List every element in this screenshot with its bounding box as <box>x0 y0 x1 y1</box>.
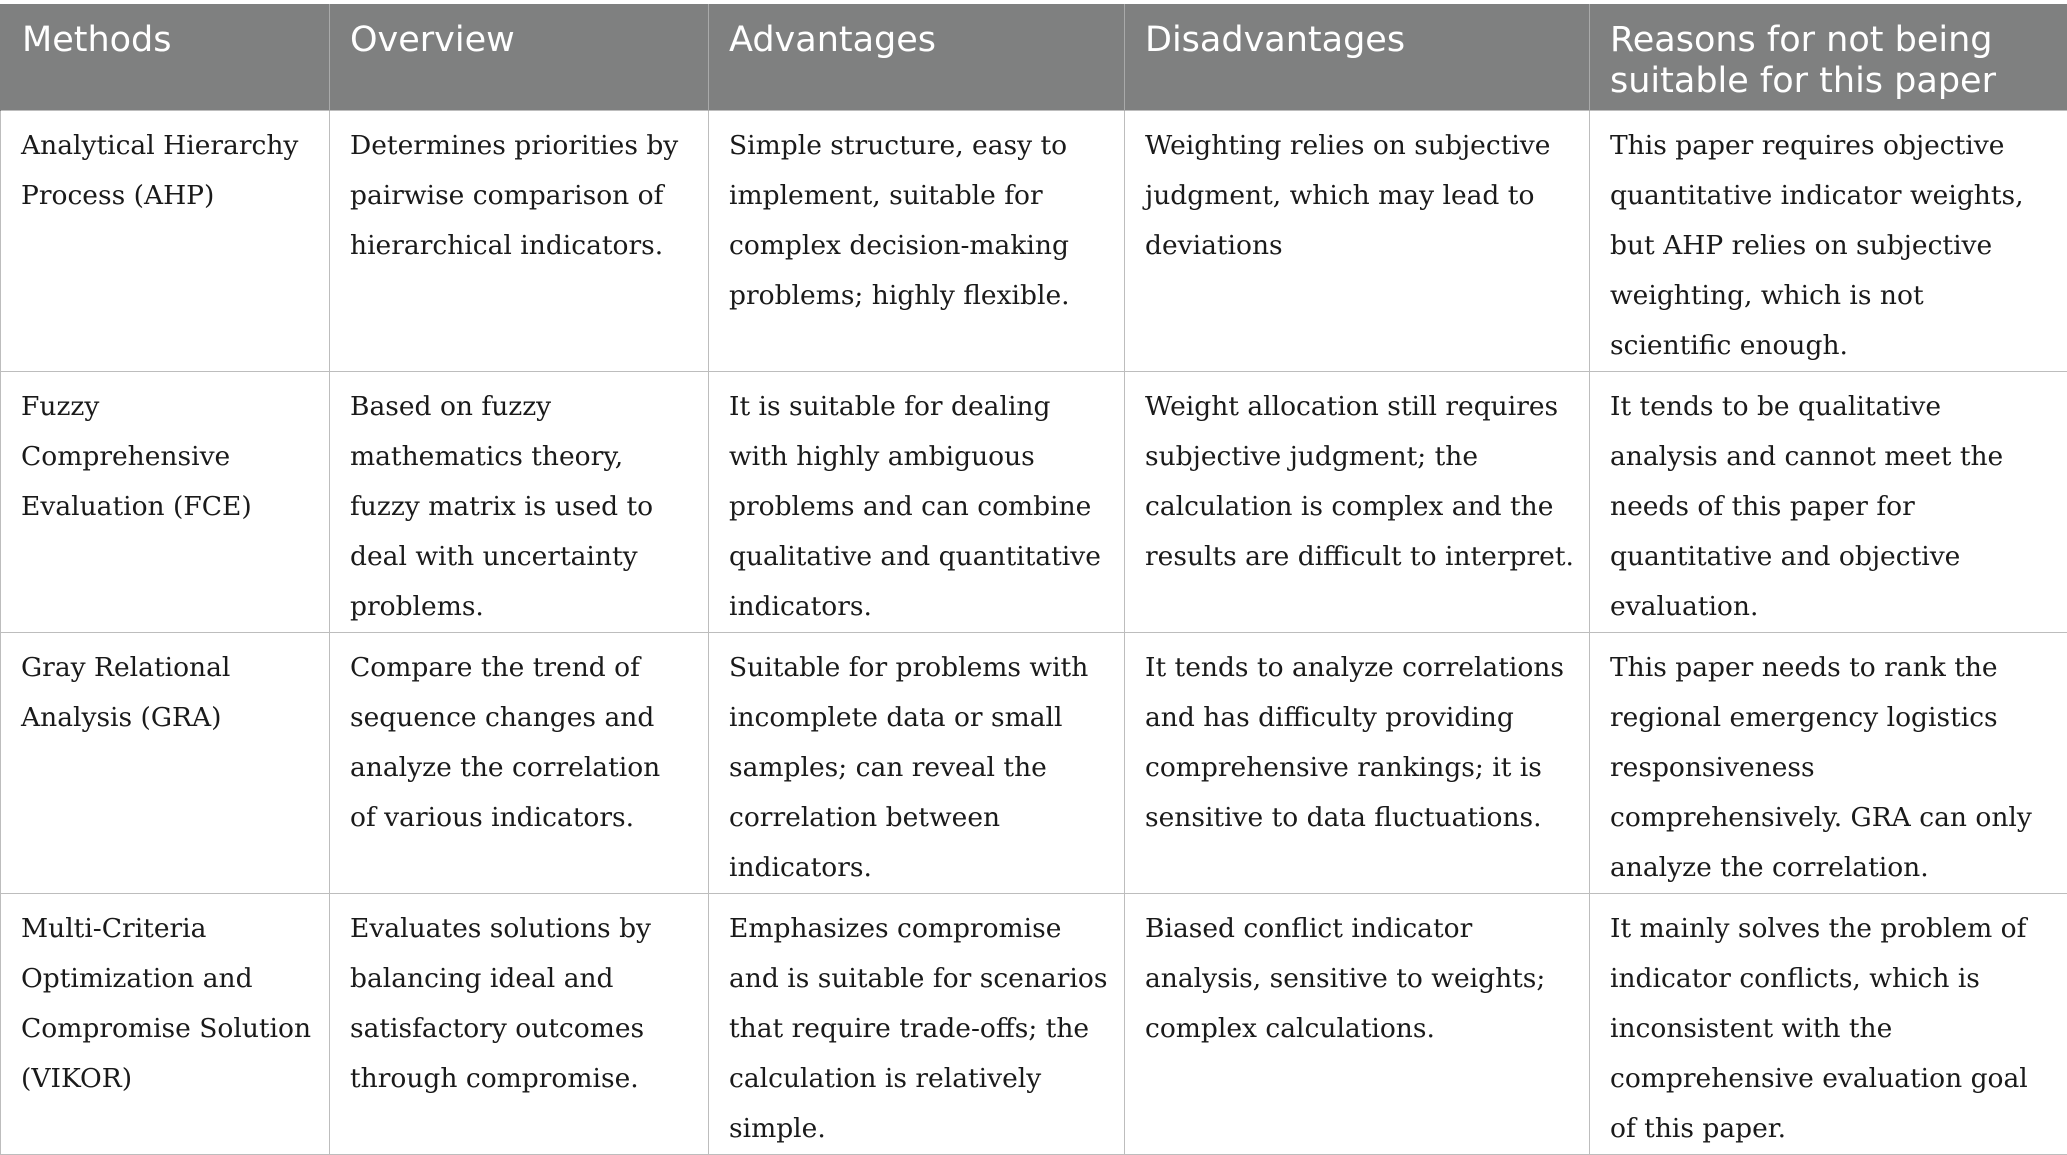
cell-disadvantages: Biased conflict indicator analysis, sensitive to weights; complex calculations. <box>1125 894 1590 1155</box>
cell-reasons: It mainly solves the problem of indicator conflicts, which is inconsistent with the comprehensive evaluation goal of this paper. <box>1590 894 2067 1155</box>
header-overview: Overview <box>330 4 709 111</box>
table-row <box>1 372 2067 633</box>
table-body <box>1 111 2067 1155</box>
table-row <box>1 633 2067 894</box>
header-row <box>1 4 2067 111</box>
cell-reasons: This paper needs to rank the regional emergency logistics responsiveness comprehensively. GRA can only analyze the correlation. <box>1590 633 2067 894</box>
header-reasons: Reasons for not being suitable for this paper <box>1590 4 2067 111</box>
cell-disadvantages: Weight allocation still requires subjective judgment; the calculation is complex and the results are difficult to interpret. <box>1125 372 1590 633</box>
cell-overview: Compare the trend of sequence changes and analyze the correlation of various indicators. <box>330 633 709 894</box>
header-methods: Methods <box>1 4 330 111</box>
cell-advantages: Suitable for problems with incomplete data or small samples; can reveal the correlation between indicators. <box>709 633 1125 894</box>
cell-overview: Based on fuzzy mathematics theory, fuzzy matrix is used to deal with uncertainty problems. <box>330 372 709 633</box>
cell-advantages: Simple structure, easy to implement, suitable for complex decision-making problems; highly flexible. <box>709 111 1125 372</box>
cell-method: Multi-Criteria Optimization and Compromise Solution (VIKOR) <box>1 894 330 1155</box>
cell-reasons: It tends to be qualitative analysis and cannot meet the needs of this paper for quantitative and objective evaluation. <box>1590 372 2067 633</box>
cell-method: Analytical Hierarchy Process (AHP) <box>1 111 330 372</box>
cell-disadvantages: Weighting relies on subjective judgment, which may lead to deviations <box>1125 111 1590 372</box>
table-row <box>1 111 2067 372</box>
header-disadvantages: Disadvantages <box>1125 4 1590 111</box>
cell-reasons: This paper requires objective quantitative indicator weights, but AHP relies on subjective weighting, which is not scientific enough. <box>1590 111 2067 372</box>
table-header <box>1 4 2067 111</box>
cell-advantages: Emphasizes compromise and is suitable for scenarios that require trade-offs; the calculation is relatively simple. <box>709 894 1125 1155</box>
methods-comparison-table <box>0 4 2067 1155</box>
cell-method: Fuzzy Comprehensive Evaluation (FCE) <box>1 372 330 633</box>
cell-disadvantages: It tends to analyze correlations and has difficulty providing comprehensive rankings; it is sensitive to data fluctuations. <box>1125 633 1590 894</box>
table-row <box>1 894 2067 1155</box>
header-advantages: Advantages <box>709 4 1125 111</box>
cell-overview: Evaluates solutions by balancing ideal and satisfactory outcomes through compromise. <box>330 894 709 1155</box>
cell-overview: Determines priorities by pairwise comparison of hierarchical indicators. <box>330 111 709 372</box>
cell-advantages: It is suitable for dealing with highly ambiguous problems and can combine qualitative and quantitative indicators. <box>709 372 1125 633</box>
cell-method: Gray Relational Analysis (GRA) <box>1 633 330 894</box>
